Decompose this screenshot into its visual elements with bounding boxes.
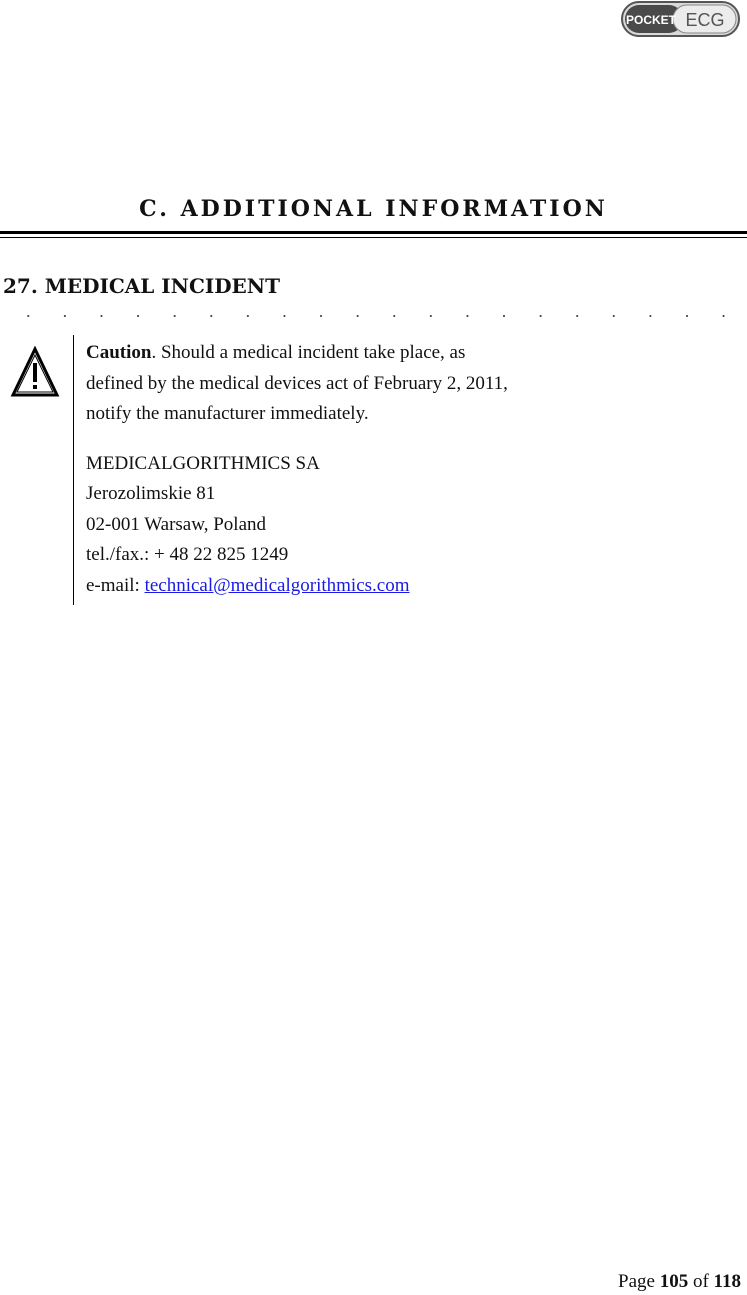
pocket-ecg-logo [621,0,741,38]
caution-label: Caution [86,342,152,363]
company-name: MEDICALGORITHMICS SA [86,452,320,474]
email-label: e-mail: [86,574,145,596]
caution-line-1 [86,338,706,369]
email-line [86,571,706,602]
total-page-count: 118 [713,1271,741,1292]
page-word: Page [618,1271,660,1292]
current-page-number: 105 [659,1271,689,1292]
city-address: 02-001 Warsaw, Poland [86,513,266,535]
email-link[interactable]: technical@medicalgorithmics.com [144,574,410,596]
page-footer [618,1271,741,1293]
warning-triangle-icon [10,346,60,398]
dotted-divider [0,312,747,320]
phone-number: tel./fax.: + 48 22 825 1249 [86,544,289,565]
title-rule-thin [0,237,747,238]
caution-line-2: defined by the medical devices act of February 2, 2011, [86,372,508,394]
street-address: Jerozolimskie 81 [86,483,216,504]
medical-incident-notice [86,338,706,601]
logo-ecg-text: ECG [685,10,725,30]
logo-pocket-text: POCKET [625,13,677,27]
chapter-title: C. ADDITIONAL INFORMATION [139,196,608,222]
caution-line-3: notify the manufacturer immediately. [86,403,369,424]
title-rule-thick [0,231,747,234]
of-word: of [688,1271,714,1292]
caution-text-1: . Should a medical incident take place, as [151,342,466,363]
section-heading: 27. MEDICAL INCIDENT [3,274,280,298]
notice-divider-line [73,335,74,605]
